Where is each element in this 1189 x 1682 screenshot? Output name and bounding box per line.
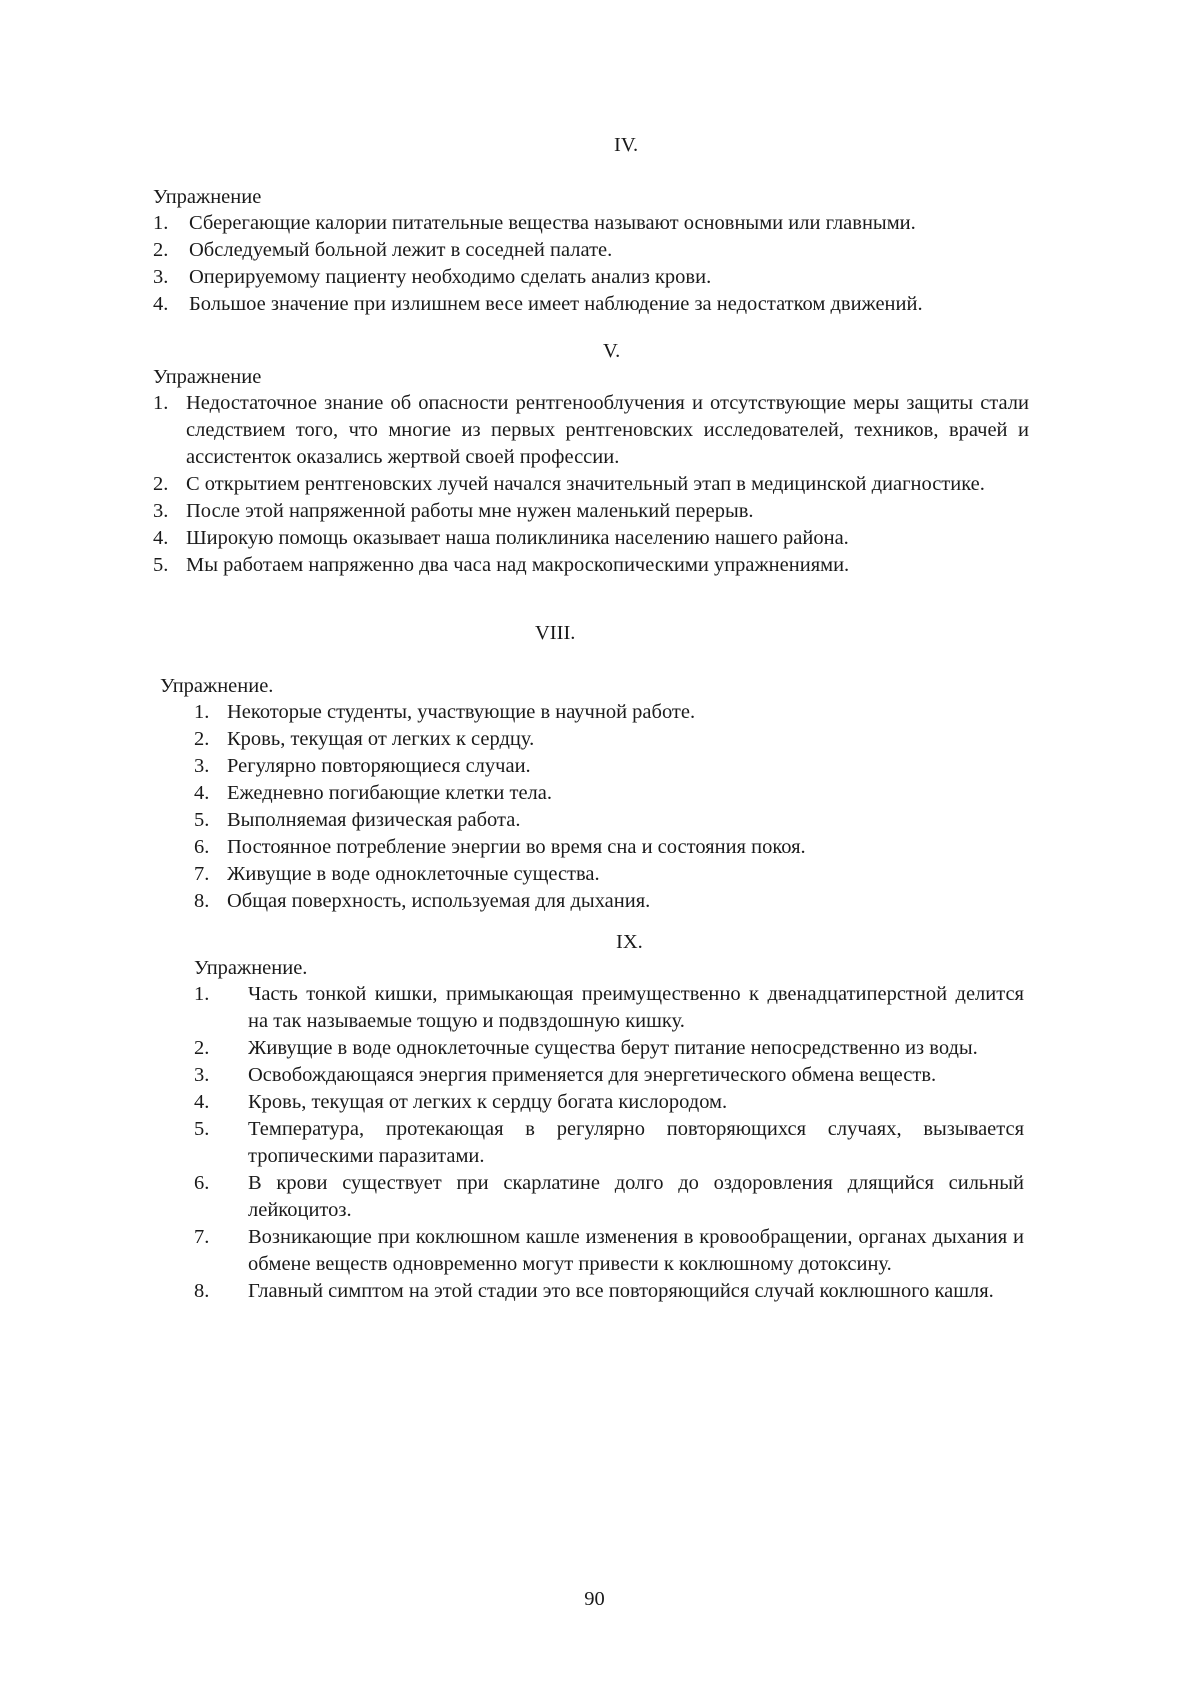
exercise-label-iv: Упражнение	[153, 186, 262, 208]
item-number: 6.	[194, 836, 210, 858]
list-item	[153, 525, 1029, 552]
item-text: Регулярно повторяющиеся случаи.	[227, 755, 531, 777]
section-heading-ix: IX.	[616, 931, 643, 953]
item-text: Часть тонкой кишки, примыкающая преимущественно к двенадцатиперстной делится на так называемые тощую и подвздошную кишку.	[248, 983, 1024, 1032]
list-item	[194, 726, 1024, 753]
item-text: Некоторые студенты, участвующие в научной работе.	[227, 701, 696, 723]
list-item	[194, 780, 1024, 807]
item-text: Общая поверхность, используемая для дыхания.	[227, 890, 651, 912]
item-number: 5.	[194, 1118, 210, 1140]
section-heading-viii: VIII.	[535, 622, 576, 644]
exercise-label-v: Упражнение	[153, 366, 262, 388]
item-text: Выполняемая физическая работа.	[227, 809, 521, 831]
section-heading-v: V.	[603, 340, 621, 362]
item-text: Оперируемому пациенту необходимо сделать анализ крови.	[189, 266, 712, 288]
item-text: Большое значение при излишнем весе имеет наблюдение за недостатком движений.	[189, 293, 923, 315]
item-text: Постоянное потребление энергии во время сна и состояния покоя.	[227, 836, 806, 858]
section-heading-iv: IV.	[614, 134, 639, 156]
item-number: 5.	[194, 809, 210, 831]
item-text: В крови существует при скарлатине долго до оздоровления длящийся сильный лейкоцитоз.	[248, 1172, 1024, 1221]
item-number: 2.	[153, 473, 169, 495]
item-number: 4.	[153, 293, 169, 315]
list-item	[194, 753, 1024, 780]
item-text: Мы работаем напряженно два часа над макроскопическими упражнениями.	[186, 554, 850, 576]
item-number: 2.	[194, 728, 210, 750]
list-item	[194, 1224, 1024, 1278]
list-item	[194, 1170, 1024, 1224]
item-text: Освобождающаяся энергия применяется для энергетического обмена веществ.	[248, 1064, 937, 1086]
list-item	[153, 237, 1033, 264]
list-item	[153, 210, 1033, 237]
list-item	[153, 291, 1033, 318]
item-number: 4.	[153, 527, 169, 549]
item-text: Кровь, текущая от легких к сердцу.	[227, 728, 535, 750]
exercise-label-ix: Упражнение.	[194, 957, 308, 979]
item-text: Кровь, текущая от легких к сердцу богата кислородом.	[248, 1091, 728, 1113]
list-item	[194, 981, 1024, 1035]
item-number: 8.	[194, 1280, 210, 1302]
list-item	[194, 861, 1024, 888]
list-item	[194, 1062, 1024, 1089]
item-number: 3.	[153, 500, 169, 522]
list-item	[194, 834, 1024, 861]
list-item	[153, 390, 1029, 471]
item-text: Обследуемый больной лежит в соседней палате.	[189, 239, 613, 261]
list-item	[153, 264, 1033, 291]
item-number: 1.	[153, 392, 169, 414]
list-item	[194, 1035, 1024, 1062]
item-number: 1.	[153, 212, 169, 234]
list-item	[153, 552, 1029, 579]
list-item	[194, 1116, 1024, 1170]
exercise-list-ix	[194, 981, 1024, 1305]
page-number: 90	[584, 1588, 605, 1610]
item-text: Широкую помощь оказывает наша поликлиника населению нашего района.	[186, 527, 849, 549]
item-text: Возникающие при коклюшном кашле изменения в кровообращении, органах дыхания и обмене веществ одновременно могут привести к коклюшному дотоксину.	[248, 1226, 1024, 1275]
item-text: Живущие в воде одноклеточные существа.	[227, 863, 600, 885]
exercise-label-viii: Упражнение.	[160, 675, 274, 697]
list-item	[194, 807, 1024, 834]
exercise-list-v	[153, 390, 1029, 579]
item-text: Сберегающие калории питательные вещества называют основными или главными.	[189, 212, 916, 234]
item-number: 3.	[153, 266, 169, 288]
item-text: С открытием рентгеновских лучей начался значительный этап в медицинской диагностике.	[186, 473, 985, 495]
list-item	[194, 1089, 1024, 1116]
item-number: 8.	[194, 890, 210, 912]
item-number: 2.	[194, 1037, 210, 1059]
item-number: 1.	[194, 701, 210, 723]
item-number: 3.	[194, 1064, 210, 1086]
item-text: Недостаточное знание об опасности рентгенооблучения и отсутствующие меры защиты стали следствием того, что многие из первых рентгеновских исследователей, техников, врачей и ассистенток оказались жертвой своей профессии.	[186, 392, 1029, 468]
item-text: Температура, протекающая в регулярно повторяющихся случаях, вызывается тропическими паразитами.	[248, 1118, 1024, 1167]
exercise-list-viii	[194, 699, 1024, 915]
list-item	[153, 471, 1029, 498]
item-number: 1.	[194, 983, 210, 1005]
list-item	[194, 888, 1024, 915]
list-item	[153, 498, 1029, 525]
item-text: После этой напряженной работы мне нужен маленький перерыв.	[186, 500, 754, 522]
item-text: Живущие в воде одноклеточные существа берут питание непосредственно из воды.	[248, 1037, 978, 1059]
item-number: 7.	[194, 1226, 210, 1248]
item-text: Главный симптом на этой стадии это все повторяющийся случай коклюшного кашля.	[248, 1280, 994, 1302]
item-text: Ежедневно погибающие клетки тела.	[227, 782, 553, 804]
item-number: 6.	[194, 1172, 210, 1194]
item-number: 5.	[153, 554, 169, 576]
list-item	[194, 1278, 1024, 1305]
exercise-list-iv	[153, 210, 1033, 318]
list-item	[194, 699, 1024, 726]
item-number: 3.	[194, 755, 210, 777]
item-number: 4.	[194, 1091, 210, 1113]
item-number: 4.	[194, 782, 210, 804]
item-number: 7.	[194, 863, 210, 885]
item-number: 2.	[153, 239, 169, 261]
